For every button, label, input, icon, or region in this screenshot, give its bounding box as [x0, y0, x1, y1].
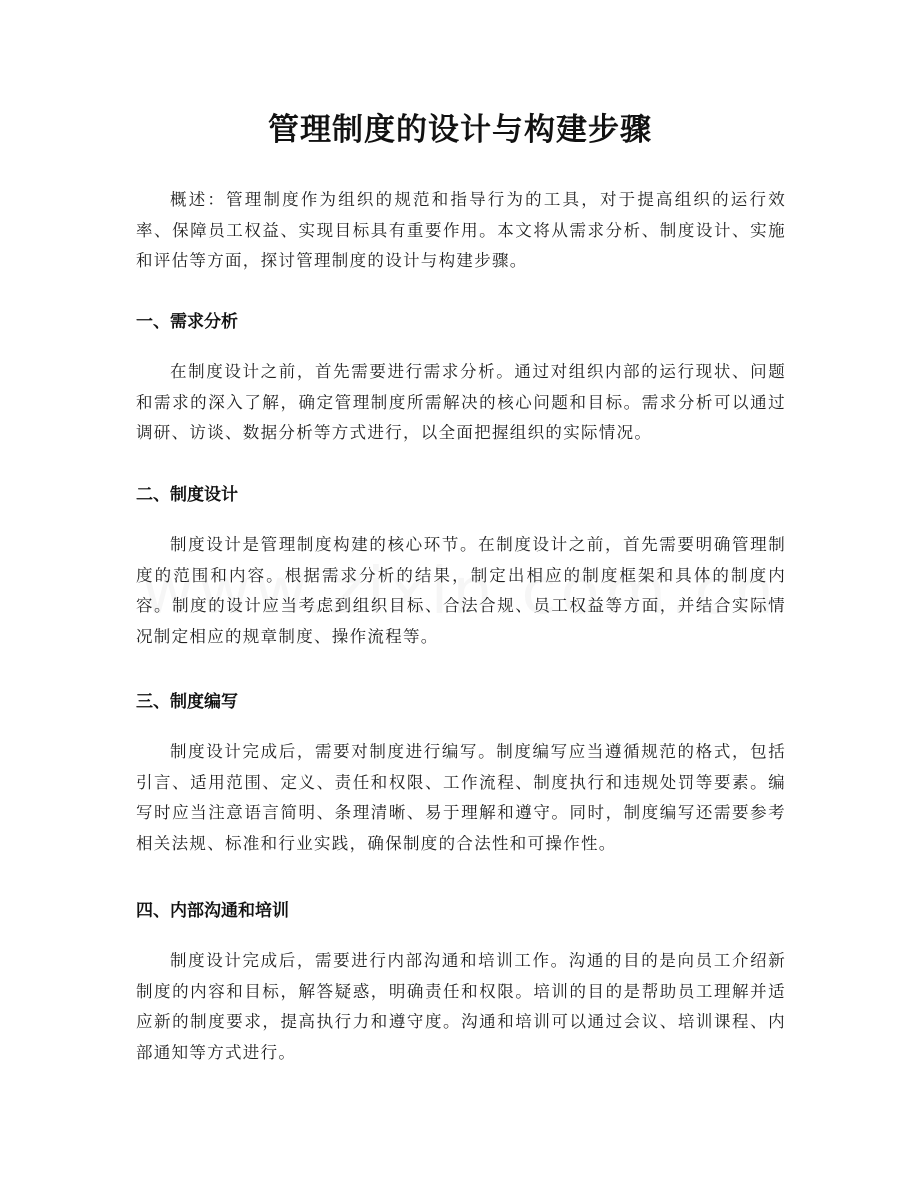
section-body-requirements-analysis: 在制度设计之前，首先需要进行需求分析。通过对组织内部的运行现状、问题和需求的深入了解，确定管理制度所需解决的核心问题和目标。需求分析可以通过调研、访谈、数据分析等方式进行，以全面把握组织的实际情况。	[136, 362, 786, 442]
section-body-system-writing: 制度设计完成后，需要对制度进行编写。制度编写应当遵循规范的格式，包括引言、适用范围、定义、责任和权限、工作流程、制度执行和违规处罚等要素。编写时应当注意语言简明、条理清晰、易于理解和遵守。同时，制度编写还需要参考相关法规、标准和行业实践，确保制度的合法性和可操作性。	[136, 742, 786, 853]
section-heading-system-design: 二、制度设计	[136, 485, 238, 505]
section-heading-communication-training: 四、内部沟通和培训	[136, 901, 289, 921]
section-body-communication-training: 制度设计完成后，需要进行内部沟通和培训工作。沟通的目的是向员工介绍新制度的内容和目标，解答疑惑，明确责任和权限。培训的目的是帮助员工理解并适应新的制度要求，提高执行力和遵守度。沟通和培训可以通过会议、培训课程、内部通知等方式进行。	[136, 951, 786, 1062]
section-heading-requirements-analysis: 一、需求分析	[136, 312, 238, 332]
section-heading-system-writing: 三、制度编写	[136, 692, 238, 712]
document-title: 管理制度的设计与构建步骤	[268, 112, 652, 148]
overview-paragraph: 概述：管理制度作为组织的规范和指导行为的工具，对于提高组织的运行效率、保障员工权益、实现目标具有重要作用。本文将从需求分析、制度设计、实施和评估等方面，探讨管理制度的设计与构建步骤。	[136, 190, 786, 270]
section-body-system-design: 制度设计是管理制度构建的核心环节。在制度设计之前，首先需要明确管理制度的范围和内容。根据需求分析的结果，制定出相应的制度框架和具体的制度内容。制度的设计应当考虑到组织目标、合法合规、员工权益等方面，并结合实际情况制定相应的规章制度、操作流程等。	[136, 535, 786, 646]
